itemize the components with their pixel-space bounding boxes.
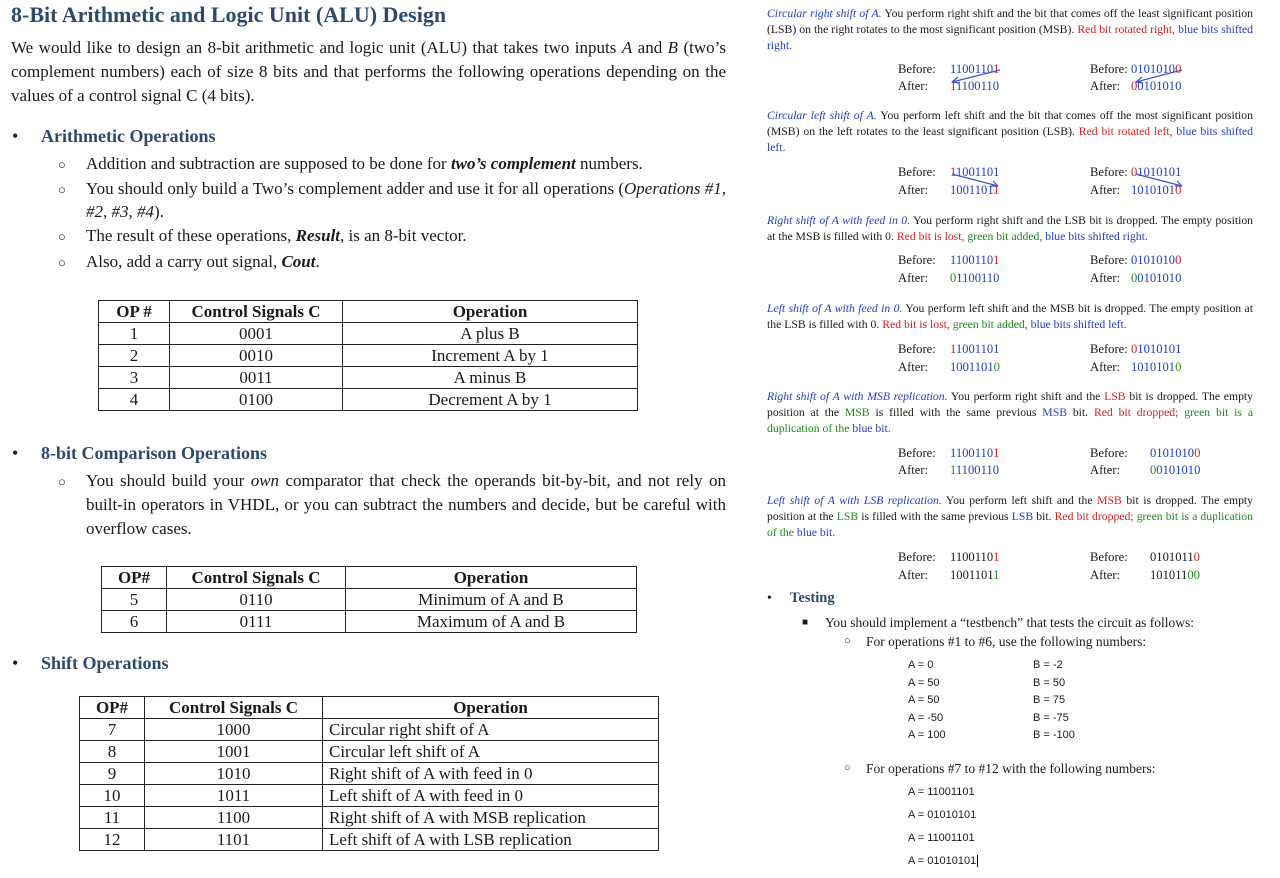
right-shift-msb-desc: Right shift of A with MSB replication. You perform right shift and the LSB bit is dropped. The empty position at the MSB is filled with the same previous MSB bit. Red bit dropped; green bit is a duplication of the blue bit. bbox=[767, 390, 1254, 435]
after-value: 11100110 bbox=[950, 79, 999, 93]
sub-bullet: ○ bbox=[844, 762, 851, 774]
table-row: 11 1100 Right shift of A with MSB replication bbox=[80, 807, 659, 829]
arithmetic-table bbox=[98, 300, 638, 411]
before-value: 11001101 bbox=[950, 446, 1000, 460]
after-label: After: bbox=[898, 360, 929, 374]
right-shift-feed0-desc: Right shift of A with feed in 0. You perform right shift and the LSB bit is dropped. The empty position at the MSB is filled with 0. Red bit is lost, green bit added, blue bits shifted right. bbox=[767, 214, 1254, 243]
table-header: Operation bbox=[346, 567, 637, 589]
after-value: 00101010 bbox=[1150, 463, 1201, 477]
table-row: 6 0111 Maximum of A and B bbox=[102, 611, 637, 633]
sub-bullet: ○ bbox=[58, 255, 66, 270]
before-label: Before: bbox=[898, 550, 936, 564]
before-label: Before: bbox=[898, 62, 936, 76]
before-value: 11001101 bbox=[950, 165, 1000, 179]
after-label: After: bbox=[1090, 360, 1121, 374]
before-value: 11001101 bbox=[950, 253, 1000, 267]
test-b-value: B = -75 bbox=[1033, 712, 1069, 724]
testing-heading: Testing bbox=[790, 590, 835, 606]
arith-item-4: Also, add a carry out signal, Cout. bbox=[86, 252, 320, 271]
after-value: 01100110 bbox=[950, 271, 1000, 285]
sub-bullet: ○ bbox=[58, 182, 66, 197]
test-shift-value: A = 11001101 bbox=[908, 832, 975, 844]
after-label: After: bbox=[1090, 183, 1121, 197]
table-row: 5 0110 Minimum of A and B bbox=[102, 589, 637, 611]
before-label: Before: bbox=[1090, 550, 1128, 564]
testing-line-3: For operations #7 to #12 with the following numbers: bbox=[866, 761, 1156, 776]
bullet-dot: • bbox=[12, 653, 19, 673]
test-b-value: B = -100 bbox=[1033, 729, 1075, 741]
after-value: 10011011 bbox=[950, 183, 1000, 197]
test-a-value: A = 50 bbox=[908, 694, 940, 706]
before-value: 01010101 bbox=[1131, 165, 1182, 179]
before-label: Before: bbox=[898, 446, 936, 460]
arith-item-3: The result of these operations, Result, is an 8-bit vector. bbox=[86, 226, 467, 245]
test-b-value: B = 75 bbox=[1033, 694, 1066, 706]
sub-bullet: ○ bbox=[58, 474, 66, 489]
testing-line-1: You should implement a “testbench” that tests the circuit as follows: bbox=[825, 615, 1195, 630]
comparison-table bbox=[101, 566, 637, 633]
left-shift-feed0-desc: Left shift of A with feed in 0. You perform left shift and the MSB bit is dropped. The empty position at the LSB is filled with 0. Red bit is lost, green bit added, blue bits shifted left. bbox=[767, 302, 1253, 331]
comparison-heading: 8-bit Comparison Operations bbox=[41, 443, 268, 463]
table-header: Operation bbox=[343, 301, 638, 323]
after-label: After: bbox=[898, 183, 929, 197]
table-header: Control Signals C bbox=[145, 697, 323, 719]
before-label: Before: bbox=[898, 342, 936, 356]
test-b-value: B = 50 bbox=[1033, 677, 1066, 689]
table-row: 9 1010 Right shift of A with feed in 0 bbox=[80, 763, 659, 785]
table-header: Operation bbox=[323, 697, 659, 719]
table-row: 8 1001 Circular left shift of A bbox=[80, 741, 659, 763]
intro-paragraph: We would like to design an 8-bit arithmetic and logic unit (ALU) that takes two inputs A and B (two’s complement numbers) each of size 8 bits and that performs the following operations depending on the values of a control signal C (4 bits). bbox=[11, 38, 727, 105]
arith-item-1: Addition and subtraction are supposed to be done for two’s complement numbers. bbox=[86, 154, 643, 173]
testing-line-2: For operations #1 to #6, use the following numbers: bbox=[866, 634, 1147, 649]
arith-item-2: You should only build a Two’s complement adder and use it for all operations (Operations #1, #2, #3, #4). bbox=[86, 179, 727, 221]
before-label: Before: bbox=[898, 253, 936, 267]
after-label: After: bbox=[1090, 463, 1121, 477]
comparison-paragraph: You should build your own comparator that check the operands bit-by-bit, and not rely on built-in operators in VHDL, or you can subtract the numbers and decide, but be careful with overflow cases. bbox=[86, 471, 726, 538]
test-a-value: A = 100 bbox=[908, 729, 946, 741]
table-header: Control Signals C bbox=[170, 301, 343, 323]
test-a-value: A = 0 bbox=[908, 659, 934, 671]
page-title: 8-Bit Arithmetic and Logic Unit (ALU) Design bbox=[11, 2, 447, 27]
circular-left-shift-desc: Circular left shift of A. You perform left shift and the bit that comes off the most significant position (MSB) on the left rotates to the least significant position (LSB). Red bit rotated left, blue bits shifted left. bbox=[767, 109, 1254, 154]
before-value: 01010100 bbox=[1131, 62, 1182, 76]
after-value: 10101010 bbox=[1131, 183, 1182, 197]
after-value: 10011011 bbox=[950, 568, 1000, 582]
after-label: After: bbox=[898, 463, 929, 477]
table-row: 10 1011 Left shift of A with feed in 0 bbox=[80, 785, 659, 807]
after-value: 00101010 bbox=[1131, 271, 1182, 285]
before-label: Before: bbox=[1090, 446, 1128, 460]
left-shift-lsb-desc: Left shift of A with LSB replication. You perform left shift and the MSB bit is dropped. The empty position at the LSB is filled with the same previous LSB bit. Red bit dropped; green bit is a duplication of the blue bit. bbox=[767, 494, 1254, 539]
before-value: 01010110 bbox=[1150, 550, 1200, 564]
after-label: After: bbox=[1090, 271, 1121, 285]
after-value: 11100110 bbox=[950, 463, 999, 477]
test-a-value: A = 50 bbox=[908, 677, 940, 689]
sub-bullet: ○ bbox=[58, 157, 66, 172]
after-label: After: bbox=[898, 568, 929, 582]
after-value: 10101100 bbox=[1150, 568, 1200, 582]
after-label: After: bbox=[898, 271, 929, 285]
table-header: OP# bbox=[102, 567, 167, 589]
after-value: 00101010 bbox=[1131, 79, 1182, 93]
after-value: 10011010 bbox=[950, 360, 1000, 374]
table-row: 7 1000 Circular right shift of A bbox=[80, 719, 659, 741]
table-row: 1 0001 A plus B bbox=[99, 323, 638, 345]
text-cursor bbox=[977, 855, 978, 867]
after-label: After: bbox=[1090, 568, 1121, 582]
sub-bullet: ○ bbox=[58, 229, 66, 244]
before-label: Before: bbox=[1090, 342, 1128, 356]
before-label: Before: bbox=[1090, 165, 1128, 179]
test-shift-value: A = 01010101 bbox=[908, 855, 977, 867]
test-a-value: A = -50 bbox=[908, 712, 944, 724]
table-row: 3 0011 A minus B bbox=[99, 367, 638, 389]
after-value: 10101010 bbox=[1131, 360, 1182, 374]
before-value: 01010100 bbox=[1150, 446, 1201, 460]
table-header: OP # bbox=[99, 301, 170, 323]
before-value: 11001101 bbox=[950, 342, 1000, 356]
after-label: After: bbox=[898, 79, 929, 93]
shift-heading: Shift Operations bbox=[41, 653, 169, 673]
shift-table bbox=[79, 696, 659, 851]
test-b-value: B = -2 bbox=[1033, 659, 1063, 671]
table-row: 12 1101 Left shift of A with LSB replication bbox=[80, 829, 659, 851]
bullet-dot: • bbox=[12, 126, 19, 146]
circular-right-shift-desc: Circular right shift of A. You perform right shift and the bit that comes off the least significant position (LSB) on the right rotates to the most significant position (MSB). Red bit rotated right, blue bits shifted right. bbox=[767, 7, 1254, 52]
test-shift-value: A = 11001101 bbox=[908, 786, 975, 798]
bullet-dot: • bbox=[767, 591, 772, 606]
before-value: 01010100 bbox=[1131, 253, 1182, 267]
after-label: After: bbox=[1090, 79, 1121, 93]
table-header: Control Signals C bbox=[167, 567, 346, 589]
before-label: Before: bbox=[1090, 253, 1128, 267]
before-value: 01010101 bbox=[1131, 342, 1182, 356]
table-row: 2 0010 Increment A by 1 bbox=[99, 345, 638, 367]
rotate-arrows bbox=[940, 60, 1260, 92]
arithmetic-heading: Arithmetic Operations bbox=[41, 126, 216, 146]
before-value: 11001101 bbox=[950, 550, 1000, 564]
before-label: Before: bbox=[898, 165, 936, 179]
before-label: Before: bbox=[1090, 62, 1128, 76]
square-bullet: ■ bbox=[802, 617, 809, 628]
before-value: 11001101 bbox=[950, 62, 1000, 76]
bullet-dot: • bbox=[12, 443, 19, 463]
rotate-arrows bbox=[940, 164, 1260, 196]
test-shift-value: A = 01010101 bbox=[908, 809, 977, 821]
sub-bullet: ○ bbox=[844, 635, 851, 647]
table-row: 4 0100 Decrement A by 1 bbox=[99, 389, 638, 411]
table-header: OP# bbox=[80, 697, 145, 719]
